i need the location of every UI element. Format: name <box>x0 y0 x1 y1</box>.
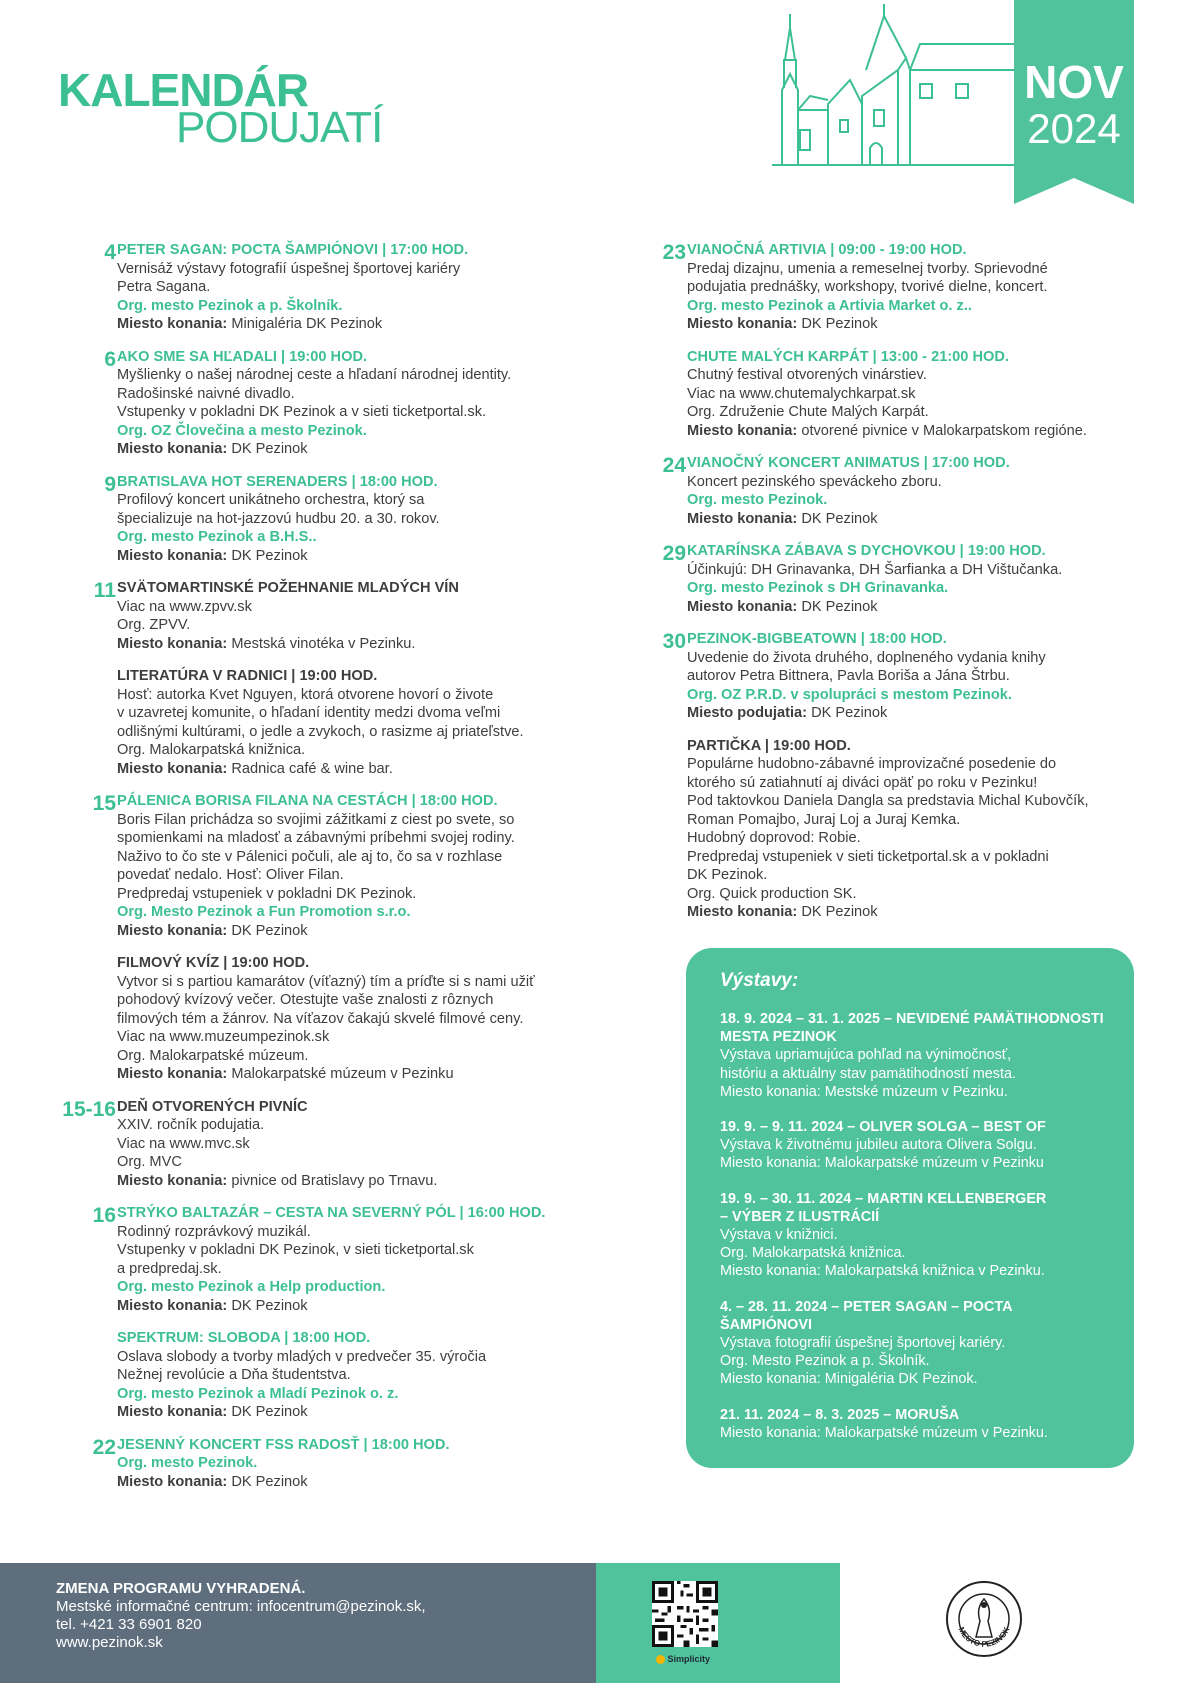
event-title: PÁLENICA BORISA FILANA NA CESTÁCH | 18:00 HOD. <box>117 793 498 809</box>
city-seal-icon <box>944 1579 1024 1659</box>
event-description-line: Vstupenky v pokladni DK Pezinok, v sieti ticketportal.sk <box>117 1242 474 1258</box>
event-venue-label: Miesto konania: <box>687 422 798 439</box>
event-description-line: Populárne hudobno-zábavné improvizačné posedenie do <box>687 756 1057 772</box>
event-venue-value: Minigaléria DK Pezinok <box>231 316 383 332</box>
exhibition-title: 18. 9. 2024 – 31. 1. 2025 – NEVIDENÉ PAMÄTIHODNOSTI <box>720 1011 1104 1027</box>
event-venue-label: Miesto konania: <box>687 316 798 332</box>
event-day: 22 <box>92 1435 116 1459</box>
event-title: SVÄTOMARTINSKÉ POŽEHNANIE MLADÝCH VÍN <box>117 580 459 596</box>
event-venue-label: Miesto konania: <box>687 904 798 920</box>
month-label: NOV <box>1024 56 1124 108</box>
exhibition-item <box>720 1298 1120 1389</box>
event-venue <box>117 1172 626 1191</box>
event-title: DEŇ OTVORENÝCH PIVNÍC <box>117 1098 308 1115</box>
event-day: 23 <box>662 241 686 264</box>
event-description-line: a predpredaj.sk. <box>117 1260 222 1277</box>
exhibition-item <box>720 1010 1120 1101</box>
castle-illustration <box>770 0 1016 170</box>
event-venue <box>117 440 626 459</box>
event-description-line: XXIV. ročník podujatia. <box>117 1117 265 1133</box>
exhibition-item <box>720 1190 1120 1281</box>
event-item <box>596 542 1116 616</box>
event-venue <box>687 422 1116 441</box>
event-description-line: v uzavretej komunite, o hľadaní identity medzi dvoma veľmi <box>117 705 501 721</box>
event-venue <box>687 903 1116 922</box>
event-venue-value: DK Pezinok <box>801 316 878 332</box>
event-venue <box>117 922 626 941</box>
event-venue <box>687 704 1116 723</box>
exhibition-item <box>720 1406 1120 1442</box>
exhibitions-list <box>720 1010 1120 1459</box>
event-venue-label: Miesto konania: <box>117 1172 228 1189</box>
exhibition-detail: Miesto konania: Malokarpatské múzeum v Pezinku <box>720 1155 1044 1172</box>
event-description-line: Koncert pezinského speváckeho zboru. <box>687 473 942 490</box>
event-organizer: Org. OZ Človečina a mesto Pezinok. <box>117 422 367 439</box>
event-description-line: Nežnej revolúcie a Dňa študentstva. <box>117 1367 351 1383</box>
program-change-note: ZMENA PROGRAMU VYHRADENÁ. <box>56 1580 306 1597</box>
event-title: STRÝKO BALTAZÁR – CESTA NA SEVERNÝ PÓL | 16:00 HOD. <box>117 1205 546 1221</box>
event-item <box>26 954 626 1084</box>
event-description-line: Profilový koncert unikátneho orchestra, ktorý sa <box>117 492 425 508</box>
exhibition-title: 21. 11. 2024 – 8. 3. 2025 – MORUŠA <box>720 1406 960 1423</box>
event-venue-value: pivnice od Bratislavy po Trnavu. <box>231 1172 438 1189</box>
exhibition-detail: Org. Mesto Pezinok a p. Školník. <box>720 1353 930 1370</box>
event-title: KATARÍNSKA ZÁBAVA S DYCHOVKOU | 19:00 HOD. <box>687 543 1046 559</box>
event-description-line: Hudobný doprovod: Robie. <box>687 830 861 846</box>
exhibition-item <box>720 1118 1120 1173</box>
website-link[interactable]: www.pezinok.sk <box>56 1634 163 1651</box>
event-item <box>596 348 1116 441</box>
event-venue-value: DK Pezinok <box>231 1404 308 1420</box>
simplicity-app-label: Simplicity <box>656 1654 710 1664</box>
exhibition-title: 4. – 28. 11. 2024 – PETER SAGAN – POCTA <box>720 1298 1013 1315</box>
event-description-line: Viac na www.mvc.sk <box>117 1135 250 1152</box>
event-item <box>26 1329 626 1422</box>
event-description-line: Vytvor si s partiou kamarátov (víťazný) tím a príďte si s nami užiť <box>117 973 535 990</box>
event-organizer: Org. mesto Pezinok a Artivia Market o. z.. <box>687 297 972 314</box>
event-description-line: Vstupenky v pokladni DK Pezinok a v sieti ticketportal.sk. <box>117 404 487 420</box>
event-description-line: Org. Malokarpatské múzeum. <box>117 1047 309 1064</box>
event-venue <box>687 510 1116 529</box>
event-organizer: Org. mesto Pezinok a p. Školník. <box>117 297 343 314</box>
page-title: KALENDÁR <box>58 64 309 116</box>
exhibition-title: 19. 9. – 30. 11. 2024 – MARTIN KELLENBERGER <box>720 1190 1047 1207</box>
event-day: 15-16 <box>62 1097 116 1121</box>
event-venue-value: DK Pezinok <box>811 705 888 721</box>
event-venue-value: DK Pezinok <box>231 441 308 457</box>
event-title: PARTIČKA | 19:00 HOD. <box>687 737 851 754</box>
event-day: 15 <box>92 792 116 815</box>
exhibition-detail: Výstava fotografií úspešnej športovej kariéry. <box>720 1335 1006 1352</box>
exhibition-title: ŠAMPIÓNOVI <box>720 1316 812 1333</box>
exhibition-detail: Výstava upriamujúca pohľad na výnimočnosť, <box>720 1047 1012 1064</box>
exhibition-title: MESTA PEZINOK <box>720 1029 837 1046</box>
event-venue-label: Miesto konania: <box>117 635 228 652</box>
event-organizer: Org. mesto Pezinok. <box>117 1455 258 1471</box>
events-left-column <box>26 241 626 1491</box>
event-venue-label: Miesto konania: <box>117 316 228 332</box>
event-venue <box>117 760 626 779</box>
event-venue-value: DK Pezinok <box>231 1473 308 1490</box>
event-organizer: Org. mesto Pezinok a Mladí Pezinok o. z. <box>117 1385 399 1402</box>
exhibition-title: 19. 9. – 9. 11. 2024 – OLIVER SOLGA – BEST OF <box>720 1119 1046 1136</box>
event-title: VIANOČNÁ ARTIVIA | 09:00 - 19:00 HOD. <box>687 242 967 258</box>
event-venue-label: Miesto konania: <box>117 1066 228 1082</box>
event-venue-label: Miesto konania: <box>117 1404 228 1420</box>
exhibition-detail: Výstava k životnému jubileu autora Olivera Solgu. <box>720 1137 1037 1154</box>
event-venue-label: Miesto konania: <box>687 598 798 615</box>
event-venue <box>117 1473 626 1492</box>
event-venue <box>117 547 626 566</box>
event-venue <box>117 315 626 334</box>
event-venue-label: Miesto konania: <box>117 760 228 777</box>
event-title: SPEKTRUM: SLOBODA | 18:00 HOD. <box>117 1330 371 1346</box>
event-venue-value: DK Pezinok <box>231 1297 308 1314</box>
event-venue <box>117 1403 626 1422</box>
svg-text:MESTO PEZINOK: MESTO PEZINOK <box>956 1625 1012 1649</box>
event-description-line: podujatia prednášky, workshopy, tvorivé dielne, koncert. <box>687 279 1048 295</box>
event-title: PEZINOK-BIGBEATOWN | 18:00 HOD. <box>687 631 947 647</box>
event-description-line: povedať nedalo. Hosť: Oliver Filan. <box>117 867 344 883</box>
event-venue-value: DK Pezinok <box>801 598 878 615</box>
event-venue-label: Miesto konania: <box>117 1297 228 1314</box>
event-description-line: špecializuje na hot-jazzovú hudbu 20. a 30. rokov. <box>117 510 440 527</box>
event-day: 30 <box>662 630 686 653</box>
event-item <box>26 1098 626 1191</box>
event-description-line: Oslava slobody a tvorby mladých v predvečer 35. výročia <box>117 1348 487 1365</box>
event-venue-value: Malokarpatské múzeum v Pezinku <box>231 1066 454 1082</box>
event-description-line: Viac na www.chutemalychkarpat.sk <box>687 385 916 402</box>
event-day: 24 <box>662 454 686 477</box>
exhibitions-panel <box>686 948 1134 1468</box>
event-description-line: Účinkujú: DH Grinavanka, DH Šarfianka a DH Vištučanka. <box>687 561 1063 578</box>
event-item <box>26 792 626 940</box>
year-label: 2024 <box>1027 105 1121 152</box>
event-venue-value: Radnica café & wine bar. <box>231 760 393 777</box>
event-venue-value: DK Pezinok <box>801 510 878 527</box>
event-organizer: Org. mesto Pezinok. <box>687 492 828 508</box>
event-day: 11 <box>93 579 116 602</box>
event-venue-value: otvorené pivnice v Malokarpatskom regióne. <box>801 422 1087 439</box>
event-description-line: Boris Filan prichádza so svojimi zážitkami z ciest po svete, so <box>117 811 515 828</box>
event-description-line: Radošinské naivné divadlo. <box>117 385 295 402</box>
event-description-line: pohodový kvízový večer. Otestujte vaše znalosti z rôznych <box>117 992 494 1008</box>
event-item <box>26 1204 626 1315</box>
event-description-line: Org. ZPVV. <box>117 617 191 633</box>
event-description-line: Rodinný rozprávkový muzikál. <box>117 1223 311 1240</box>
event-title: JESENNÝ KONCERT FSS RADOSŤ | 18:00 HOD. <box>117 1436 450 1453</box>
event-description-line: DK Pezinok. <box>687 867 768 883</box>
event-title: PETER SAGAN: POCTA ŠAMPIÓNOVI | 17:00 HOD. <box>117 242 469 258</box>
event-description-line: Petra Sagana. <box>117 279 211 295</box>
exhibition-title: – VÝBER Z ILUSTRÁCIÍ <box>720 1208 880 1225</box>
event-description-line: Hosť: autorka Kvet Nguyen, ktorá otvorene hovorí o živote <box>117 686 494 703</box>
event-organizer: Org. Mesto Pezinok a Fun Promotion s.r.o. <box>117 904 411 920</box>
qr-code[interactable] <box>652 1581 718 1647</box>
event-day: 29 <box>662 542 686 565</box>
event-venue-label: Miesto konania: <box>117 547 228 564</box>
exhibition-detail: Org. Malokarpatská knižnica. <box>720 1245 906 1262</box>
event-description-line: Myšlienky o našej národnej ceste a hľadaní národnej identity. <box>117 367 512 383</box>
event-day: 9 <box>104 472 116 496</box>
event-description-line: Viac na www.muzeumpezinok.sk <box>117 1029 330 1045</box>
event-item <box>26 579 626 653</box>
exhibition-detail: Miesto konania: Minigaléria DK Pezinok. <box>720 1371 978 1388</box>
event-organizer: Org. mesto Pezinok a Help production. <box>117 1279 386 1295</box>
exhibition-detail: históriu a aktuálny stav pamätihodností mesta. <box>720 1065 1016 1082</box>
event-venue-label: Miesto konania: <box>117 441 228 457</box>
exhibition-detail: Miesto konania: Malokarpatské múzeum v Pezinku. <box>720 1424 1048 1441</box>
info-center-phone[interactable]: tel. +421 33 6901 820 <box>56 1616 202 1633</box>
page-subtitle: PODUJATÍ <box>176 103 383 152</box>
event-organizer: Org. OZ P.R.D. v spolupráci s mestom Pezinok. <box>687 686 1012 703</box>
event-description-line: Roman Pomajbo, Juraj Loj a Juraj Kemka. <box>687 811 961 828</box>
event-item <box>596 241 1116 334</box>
event-venue-value: DK Pezinok <box>231 547 308 564</box>
event-venue-value: DK Pezinok <box>231 922 308 939</box>
footer-accent-band <box>596 1563 840 1683</box>
event-description-line: Vernisáž výstavy fotografií úspešnej športovej kariéry <box>117 260 461 277</box>
event-title: AKO SME SA HĽADALI | 19:00 HOD. <box>117 348 368 365</box>
event-title: CHUTE MALÝCH KARPÁT | 13:00 - 21:00 HOD. <box>687 348 1009 365</box>
event-venue <box>687 315 1116 334</box>
event-description-line: Chutný festival otvorených vinárstiev. <box>687 367 927 383</box>
event-title: BRATISLAVA HOT SERENADERS | 18:00 HOD. <box>117 473 438 490</box>
info-center-email[interactable]: Mestské informačné centrum: infocentrum@pezinok.sk, <box>56 1598 426 1615</box>
event-description-line: filmových tém a žánrov. Na víťazov čakajú skvelé filmové ceny. <box>117 1010 524 1027</box>
event-description-line: Uvedenie do života druhého, doplneného vydania knihy <box>687 649 1046 666</box>
event-organizer: Org. mesto Pezinok a B.H.S.. <box>117 529 317 545</box>
events-right-column <box>596 241 1116 922</box>
event-description-line: Org. Quick production SK. <box>687 885 857 902</box>
event-venue <box>117 1297 626 1316</box>
event-venue-label: Miesto konania: <box>687 510 798 527</box>
simplicity-icon <box>656 1655 665 1664</box>
exhibition-detail: Výstava v knižnici. <box>720 1227 838 1244</box>
event-venue <box>687 598 1116 617</box>
event-item <box>26 1436 626 1492</box>
event-day: 6 <box>104 347 116 371</box>
event-description-line: spomienkami na mladosť a zábavnými príbehmi svojej rodiny. <box>117 830 515 846</box>
event-item <box>26 473 626 566</box>
event-venue-value: DK Pezinok <box>801 904 878 920</box>
event-title: LITERATÚRA V RADNICI | 19:00 HOD. <box>117 668 378 684</box>
event-description-line: odlišnými kultúrami, o jedle a zvykoch, o rasizme aj priateľstve. <box>117 723 524 740</box>
event-description-line: Viac na www.zpvv.sk <box>117 598 252 615</box>
exhibition-detail: Miesto konania: Mestské múzeum v Pezinku. <box>720 1083 1008 1100</box>
event-title: VIANOČNÝ KONCERT ANIMATUS | 17:00 HOD. <box>687 455 1010 471</box>
event-item <box>596 454 1116 528</box>
event-item <box>26 241 626 334</box>
event-item <box>26 667 626 778</box>
event-venue-label: Miesto podujatia: <box>687 705 807 721</box>
event-venue <box>117 1065 626 1084</box>
event-day: 4 <box>104 241 116 264</box>
event-venue-label: Miesto konania: <box>117 922 228 939</box>
event-description-line: Predpredaj vstupeniek v pokladni DK Pezinok. <box>117 885 417 902</box>
event-day: 16 <box>92 1204 116 1227</box>
event-description-line: ktorého sú zatiahnutí aj diváci opäť po roku v Pezinku! <box>687 774 1038 791</box>
event-item <box>596 630 1116 723</box>
event-description-line: Pod taktovkou Daniela Dangla sa predstavia Michal Kubovčík, <box>687 793 1089 809</box>
event-item <box>26 348 626 459</box>
event-venue-value: Mestská vinotéka v Pezinku. <box>231 635 416 652</box>
event-description-line: Predaj dizajnu, umenia a remeselnej tvorby. Sprievodné <box>687 260 1048 277</box>
event-description-line: Org. MVC <box>117 1154 182 1170</box>
event-description-line: Org. Združenie Chute Malých Karpát. <box>687 404 929 420</box>
event-description-line: Predpredaj vstupeniek v sieti ticketportal.sk a v pokladni <box>687 848 1049 865</box>
event-description-line: autorov Petra Bittnera, Pavla Boriša a Jána Štrbu. <box>687 668 1010 684</box>
event-title: FILMOVÝ KVÍZ | 19:00 HOD. <box>117 955 310 971</box>
event-venue-label: Miesto konania: <box>117 1473 228 1490</box>
event-description-line: Org. Malokarpatská knižnica. <box>117 742 306 758</box>
event-organizer: Org. mesto Pezinok s DH Grinavanka. <box>687 580 949 596</box>
event-item <box>596 737 1116 922</box>
exhibitions-heading: Výstavy: <box>720 970 799 991</box>
event-description-line: Naživo to čo ste v Pálenici počuli, ale aj to, čo sa v rozhlase <box>117 848 503 865</box>
event-venue <box>117 635 626 654</box>
footer <box>0 1563 1190 1683</box>
exhibition-detail: Miesto konania: Malokarpatská knižnica v Pezinku. <box>720 1263 1045 1280</box>
footer-contact <box>56 1580 426 1652</box>
